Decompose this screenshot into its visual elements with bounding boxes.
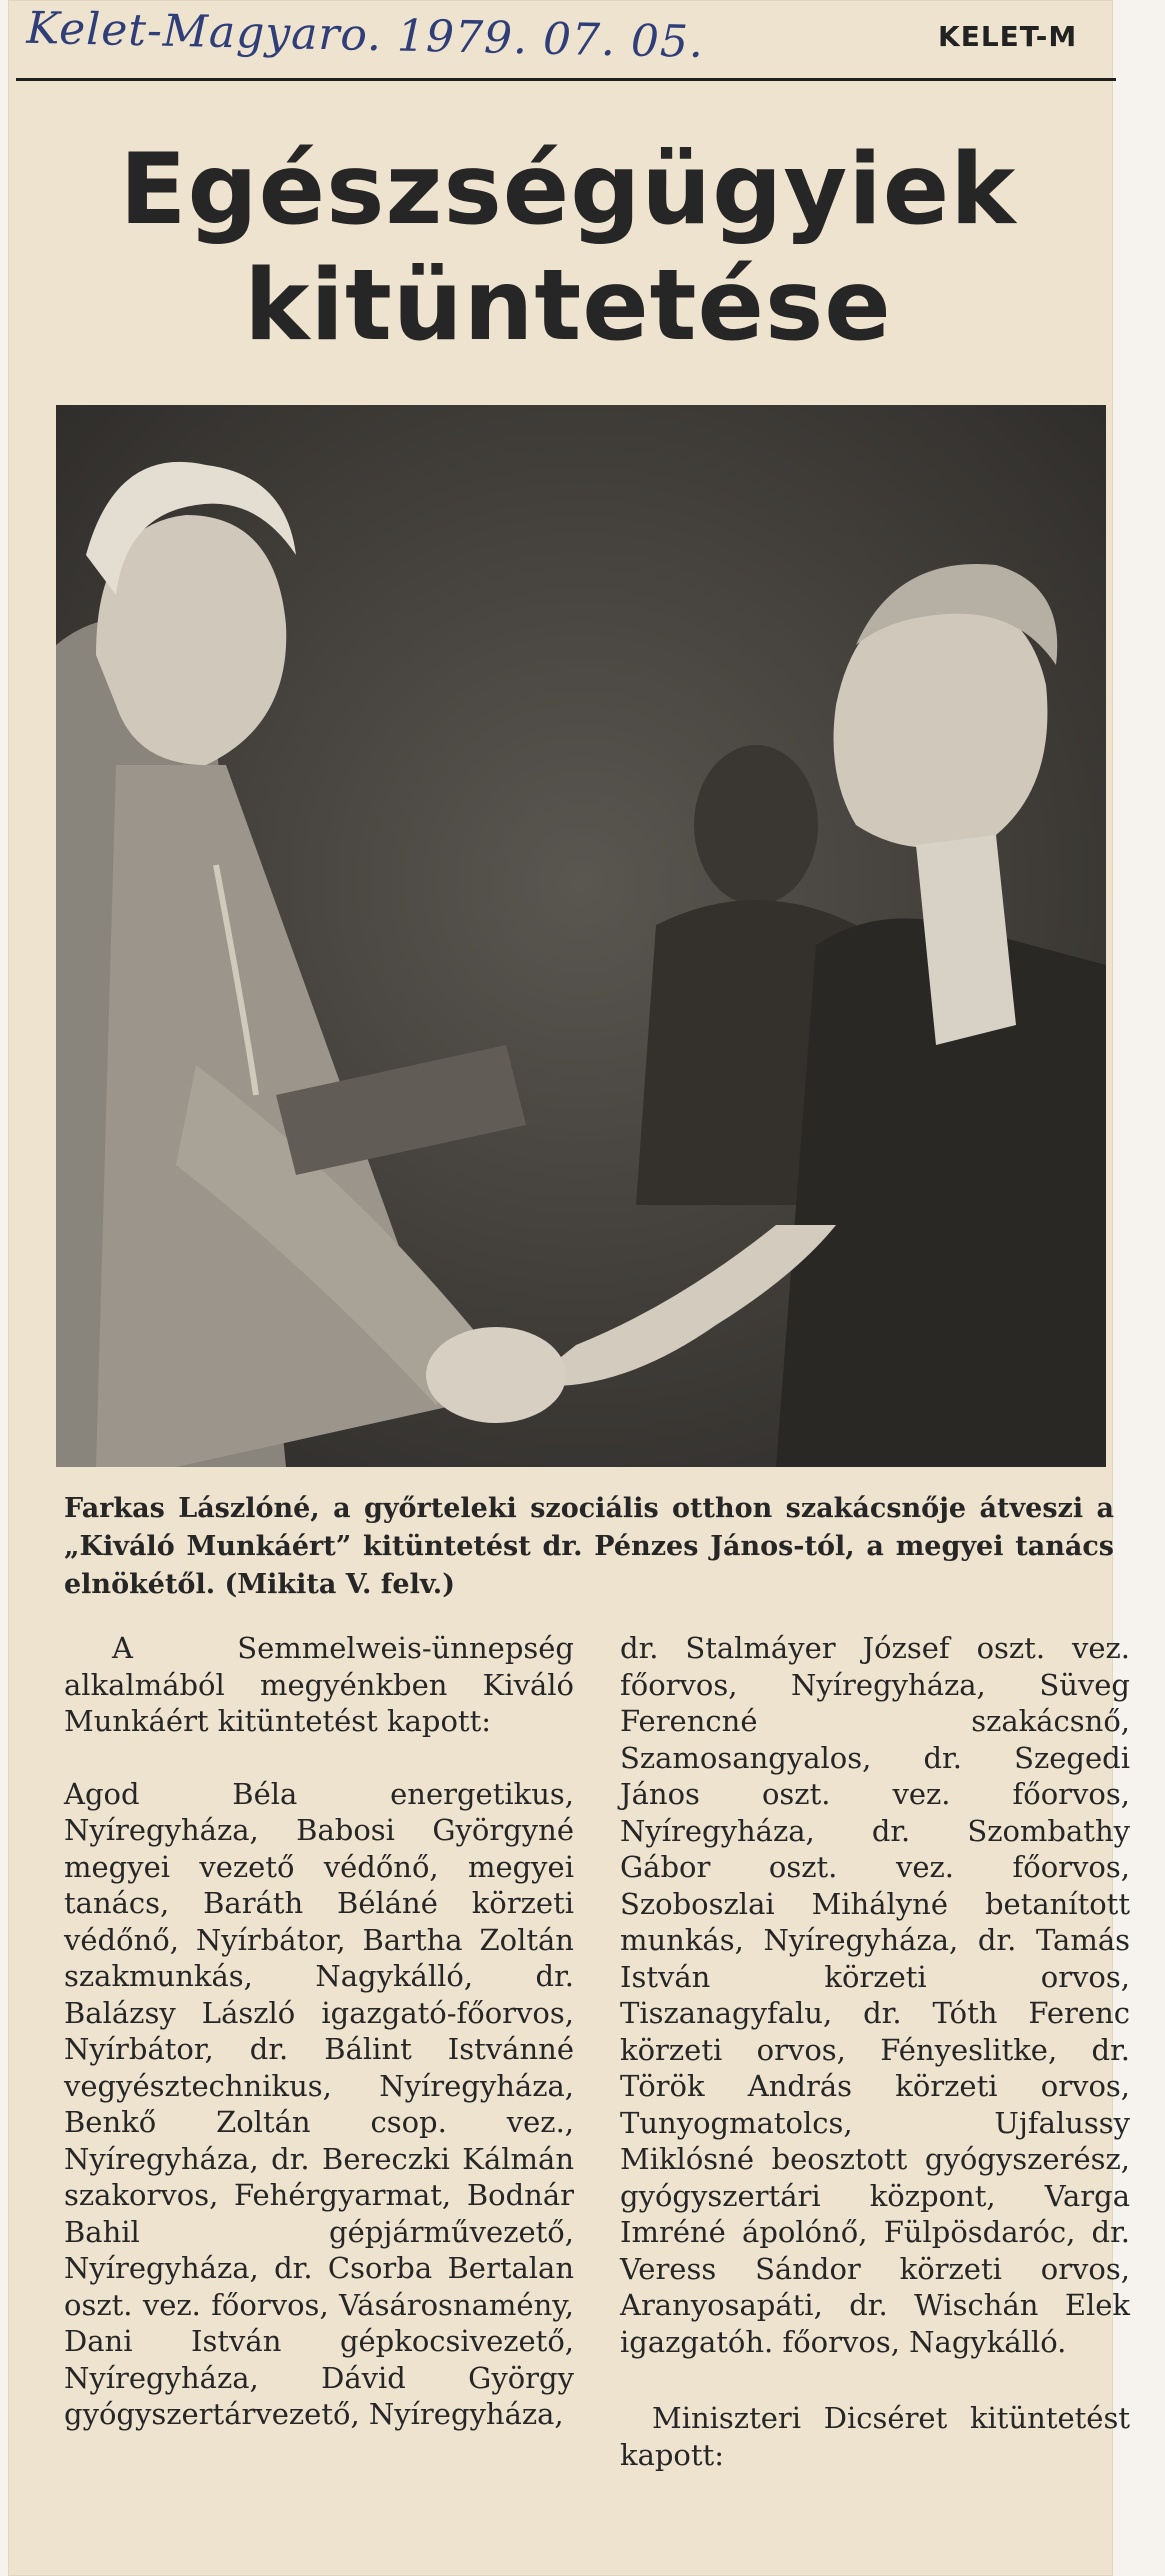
newspaper-clipping xyxy=(8,0,1130,2576)
article-awardees-right: dr. Stalmáyer József oszt. vez. főorvos, Nyíregyháza, Süveg Ferencné szakácsnő, Szamosangyalos, dr. Szegedi János oszt. vez. főorvos, Nyíregyháza, dr. Szombathy Gábor oszt. vez. főorvos, Szoboszlai Mihályné betanított munkás, Nyíregyháza, dr. Tamás István körzeti orvos, Tiszanagyfalu, dr. Tóth Ferenc körzeti orvos, Fényeslitke, dr. Török András körzeti orvos, Tunyogmatolcs, Ujfalussy Miklósné beosztott gyógyszerész, gyógyszertári központ, Varga Imréné ápolónő, Fülpösdaróc, dr. Veress Sándor körzeti orvos, Aranyosapáti, dr. Wischán Elek igazgatóh. főorvos, Nagykálló. xyxy=(620,1631,1130,2359)
photo-caption: Farkas Lászlóné, a győrteleki szociális otthon szakácsnője átveszi a „Kiváló Munkáért” kitüntetést dr. Pénzes János-tól, a megyei tanács elnökétől. (Mikita V. felv.) xyxy=(64,1493,1114,1600)
article-headline xyxy=(68,132,1068,364)
article-column-right xyxy=(620,1630,1130,2473)
article-subheading: Miniszteri Dicséret kitüntetést kapott: xyxy=(620,2401,1130,2472)
article-photo xyxy=(56,405,1106,1467)
headline-line-1: Egészségügyiek xyxy=(119,133,1017,247)
article-column-left xyxy=(64,1630,574,2433)
article-awardees-left: Agod Béla energetikus, Nyíregyháza, Babosi Györgyné megyei vezető védőnő, megyei tanács, Baráth Béláné körzeti védőnő, Nyírbátor, Bartha Zoltán szakmunkás, Nagykálló, dr. Balázsy László igazgató-főorvos, Nyírbátor, dr. Bálint Istvánné vegyésztechnikus, Nyíregyháza, Benkő Zoltán csop. vez., Nyíregyháza, dr. Bereczki Kálmán szakorvos, Fehérgyarmat, Bodnár Bahil gépjárművezető, Nyíregyháza, dr. Csorba Bertalan oszt. vez. főorvos, Vásárosnamény, Dani István gépkocsivezető, Nyíregyháza, Dávid György gyógyszertárvezető, Nyíregyháza, xyxy=(64,1776,574,2431)
newspaper-masthead: KELET-M xyxy=(938,20,1078,53)
headline-line-2: kitüntetése xyxy=(244,249,892,363)
header-rule xyxy=(16,78,1116,81)
article-intro: A Semmelweis-ünnepség alkalmából megyénkben Kiváló Munkáért kitüntetést kapott: xyxy=(64,1631,574,1738)
handshake-photo-illustration xyxy=(56,405,1106,1467)
handwritten-date-note: Kelet-Magyaro. 1979. 07. 05. xyxy=(25,2,705,68)
